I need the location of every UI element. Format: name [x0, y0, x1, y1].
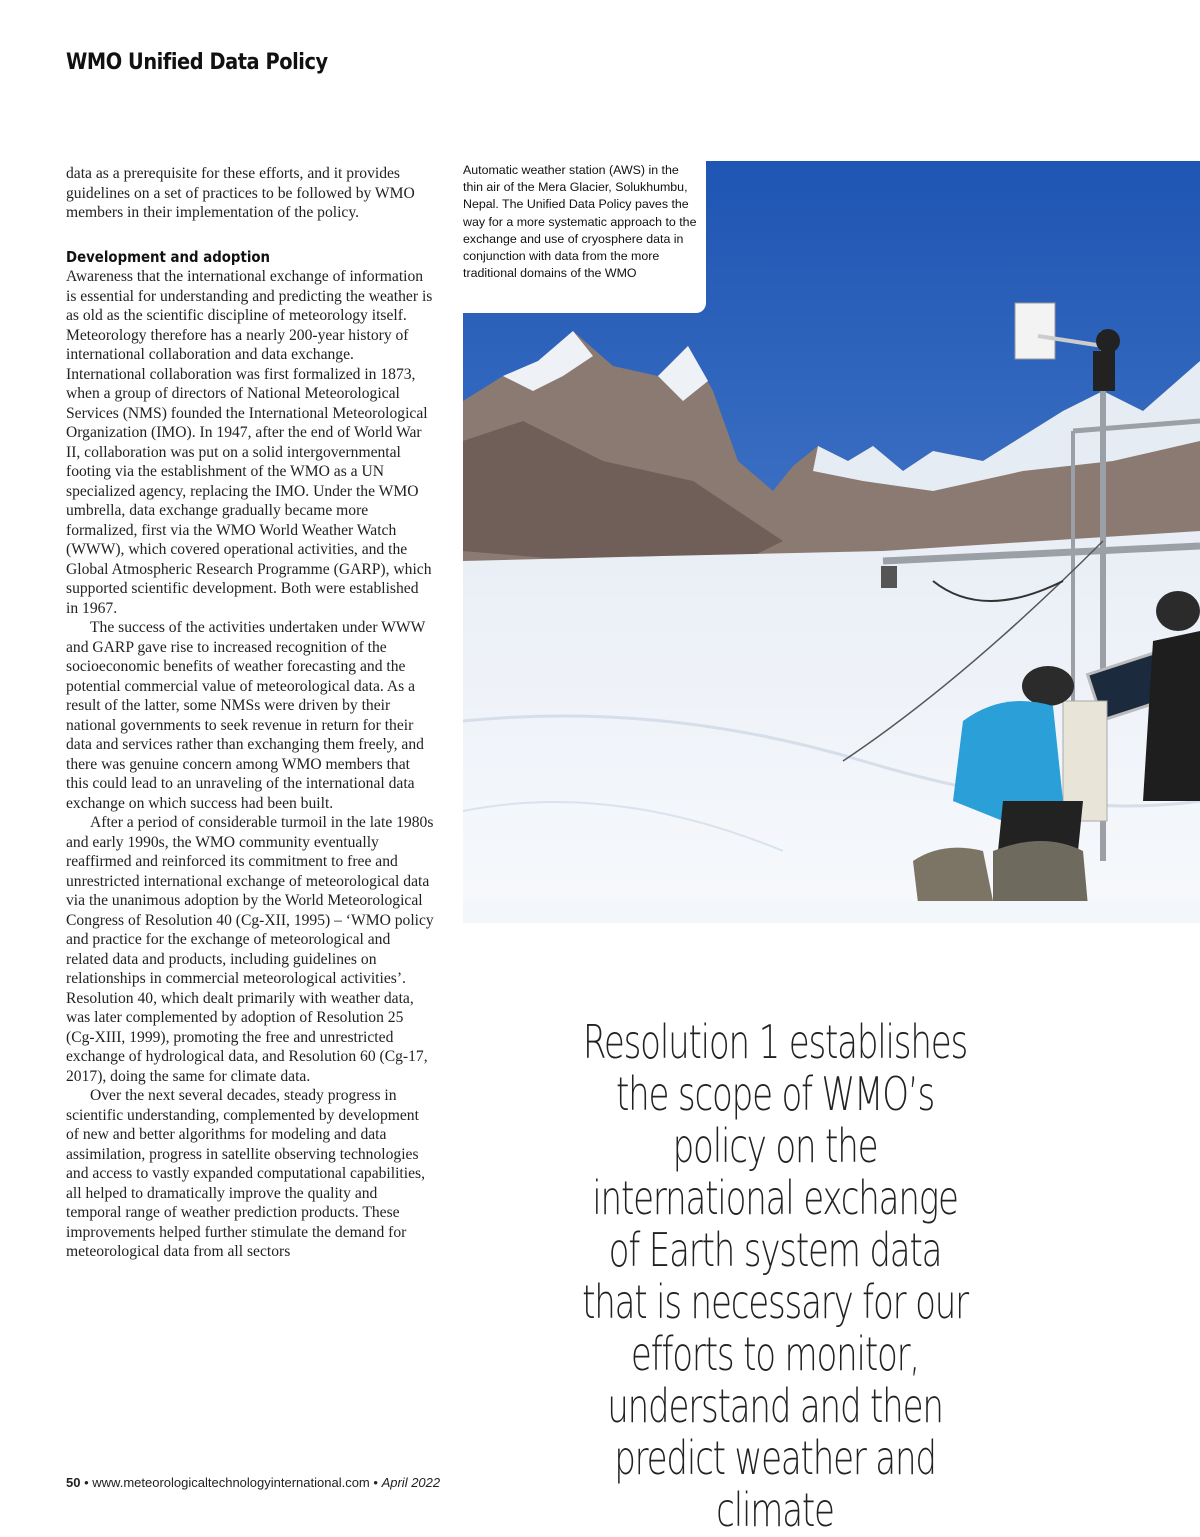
page-number: 50 — [66, 1475, 81, 1490]
equipment-bag — [913, 848, 993, 903]
body-paragraph-1: Awareness that the international exchange of information is essential for understanding and predicting the weather is as old as the scientific discipline of meteorology itself. Meteorology therefore has a nearly 200-year history of international collaboration and data exchange. International collaboration was first formalized in 1873, when a group of directors of National Meteorological Services (NMS) founded the International Meteorological Organization (IMO). In 1947, after the end of World War II, collaboration was put on a solid intergovernmental footing via the establishment of the WMO as a UN specialized agency, replacing the IMO. Under the WMO umbrella, data exchange gradually became more formalized, first via the WMO World Weather Watch (WWW), which covered operational activities, and the Global Atmospheric Research Programme (GARP), which supported scientific development. Both were established in 1967. — [66, 268, 433, 617]
article-body — [66, 164, 434, 1262]
issue-date: April 2022 — [381, 1475, 441, 1490]
footer-separator-2: • — [373, 1475, 378, 1490]
anemometer — [1096, 329, 1120, 353]
wind-vane — [1015, 303, 1055, 359]
body-paragraph-2: The success of the activities undertaken under WWW and GARP gave rise to increased recognition of the socioeconomic benefits of weather forecasting and the potential commercial value of meteorological data. As a result of the latter, some NMSs were driven by their national governments to seek revenue in return for their data and services rather than exchanging them freely, and there was genuine concern among WMO members that this could lead to an unraveling of the international data exchange on which success had been built. — [66, 619, 425, 812]
body-paragraph-4: Over the next several decades, steady progress in scientific understanding, complemented by development of new and better algorithms for modeling and data assimilation, progress in satellite observing technologies and access to vastly expanded computational capabilities, all helped to dramatically improve the quality and temporal range of weather prediction products. These improvements helped further stimulate the demand for meteorological data from all sectors — [66, 1087, 425, 1260]
intro-paragraph: data as a prerequisite for these efforts, and it provides guidelines on a set of practices to be followed by WMO members in their implementation of the policy. — [66, 165, 415, 221]
photo-caption: Automatic weather station (AWS) in the thin air of the Mera Glacier, Solukhumbu, Nepal. The Unified Data Policy paves the way for a more systematic approach to the exchange and use of cryosphere data in conjunction with data from the more traditional domains of the WMO — [463, 163, 697, 281]
website-link[interactable]: www.meteorologicaltechnologyinternational.com — [92, 1475, 370, 1490]
running-header: WMO Unified Data Policy — [66, 50, 328, 75]
page-footer — [66, 1475, 440, 1490]
body-paragraph-3: After a period of considerable turmoil in the late 1980s and early 1990s, the WMO community eventually reaffirmed and reinforced its commitment to free and unrestricted international exchange of meteorological data via the unanimous adoption by the World Meteorological Congress of Resolution 40 (Cg-XII, 1995) – ‘WMO policy and practice for the exchange of meteorological and related data and products, including guidelines on relationships in commercial meteorological activities’. Resolution 40, which dealt primarily with weather data, was later complemented by adoption of Resolution 25 (Cg-XIII, 1999), promoting the free and unrestricted exchange of hydrological data, and Resolution 60 (Cg-17, 2017), doing the same for climate data. — [66, 814, 434, 1085]
sensor-housing — [881, 566, 897, 588]
section-heading: Development and adoption — [66, 247, 271, 266]
footer-separator: • — [84, 1475, 89, 1490]
pull-quote: Resolution 1 establishes the scope of WMO’s policy on the international exchange of Earth system data that is necessary for our efforts to monitor, understand and then predict weather and climate — [582, 1015, 968, 1537]
